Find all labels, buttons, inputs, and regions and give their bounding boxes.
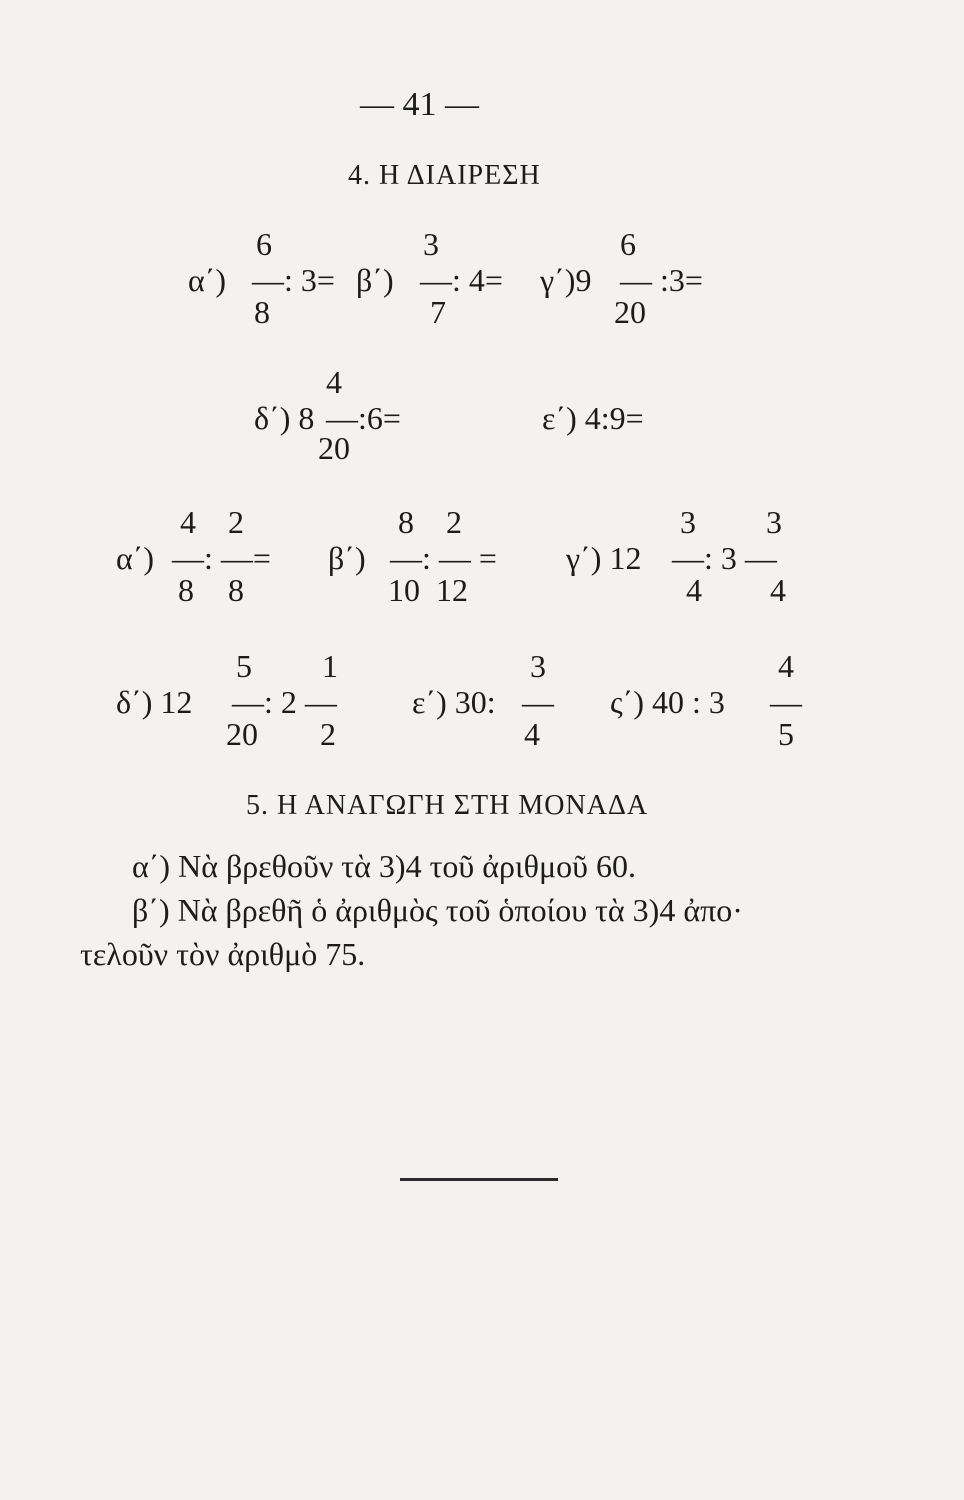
fraction-numerator: 4 — [778, 648, 794, 684]
fraction-denominator: 4 — [770, 572, 786, 608]
exercise-expression: —: —= — [172, 540, 271, 576]
fraction-numerator: 2 — [446, 504, 462, 540]
fraction-denominator: 8 — [254, 294, 270, 330]
exercise-expression: —: 4= — [420, 262, 503, 298]
exercise-label: δ΄) 8 — [254, 400, 315, 436]
fraction-numerator: 4 — [326, 364, 342, 400]
exercise-expression: —: — = — [390, 540, 497, 576]
fraction-denominator: 4 — [686, 572, 702, 608]
fraction-numerator: 1 — [322, 648, 338, 684]
exercise-label: δ΄) 12 — [116, 684, 193, 720]
fraction-numerator: 3 — [680, 504, 696, 540]
fraction-denominator: 12 — [436, 572, 468, 608]
fraction-denominator: 20 — [318, 430, 350, 466]
fraction-denominator: 4 — [524, 716, 540, 752]
exercise-label: γ΄)9 — [540, 262, 592, 298]
fraction-denominator: 10 — [388, 572, 420, 608]
fraction-denominator: 7 — [430, 294, 446, 330]
exercise-expression: — :3= — [620, 262, 703, 298]
fraction-numerator: 3 — [423, 226, 439, 262]
exercise-label: α΄) — [116, 540, 155, 576]
fraction-denominator: 5 — [778, 716, 794, 752]
exercise-expression: —: 3= — [252, 262, 335, 298]
exercise-expression: —: 3 — — [672, 540, 777, 576]
fraction-numerator: 4 — [180, 504, 196, 540]
exercise-expression: —: 2 — — [232, 684, 337, 720]
exercise-label: ε΄) 4:9= — [542, 400, 644, 436]
section-title-division: 4. Η ΔΙΑΙΡΕΣΗ — [348, 160, 541, 191]
exercise-label: β΄) — [328, 540, 366, 576]
page-number: — 41 — — [360, 86, 479, 123]
problem-b-line1: β΄) Νὰ βρεθῆ ὁ ἀριθμὸς τοῦ ὁποίου τὰ 3)4 ἀπο· — [132, 892, 743, 928]
fraction-numerator: 3 — [766, 504, 782, 540]
exercise-expression: —:6= — [326, 400, 401, 436]
exercise-label: ε΄) 30: — [412, 684, 496, 720]
fraction-denominator: 20 — [614, 294, 646, 330]
exercise-label: α΄) — [188, 262, 227, 298]
fraction-numerator: 6 — [620, 226, 636, 262]
fraction-numerator: 6 — [256, 226, 272, 262]
exercise-label: β΄) — [356, 262, 394, 298]
fraction-numerator: 8 — [398, 504, 414, 540]
fraction-denominator: 8 — [178, 572, 194, 608]
fraction-denominator: 2 — [320, 716, 336, 752]
fraction-denominator: 8 — [228, 572, 244, 608]
fraction-denominator: 20 — [226, 716, 258, 752]
exercise-expression: — — [770, 684, 802, 720]
fraction-numerator: 3 — [530, 648, 546, 684]
problem-b-line2: τελοῦν τὸν ἀριθμὸ 75. — [80, 936, 366, 972]
exercise-expression: — — [522, 684, 554, 720]
section-divider — [400, 1178, 558, 1181]
problem-a: α΄) Νὰ βρεθοῦν τὰ 3)4 τοῦ ἀριθμοῦ 60. — [132, 848, 636, 884]
section-title-unit: 5. Η ΑΝΑΓΩΓΗ ΣΤΗ ΜΟΝΑΔΑ — [246, 790, 649, 821]
fraction-numerator: 5 — [236, 648, 252, 684]
fraction-numerator: 2 — [228, 504, 244, 540]
exercise-label: ς΄) 40 : 3 — [610, 684, 725, 720]
exercise-label: γ΄) 12 — [566, 540, 642, 576]
